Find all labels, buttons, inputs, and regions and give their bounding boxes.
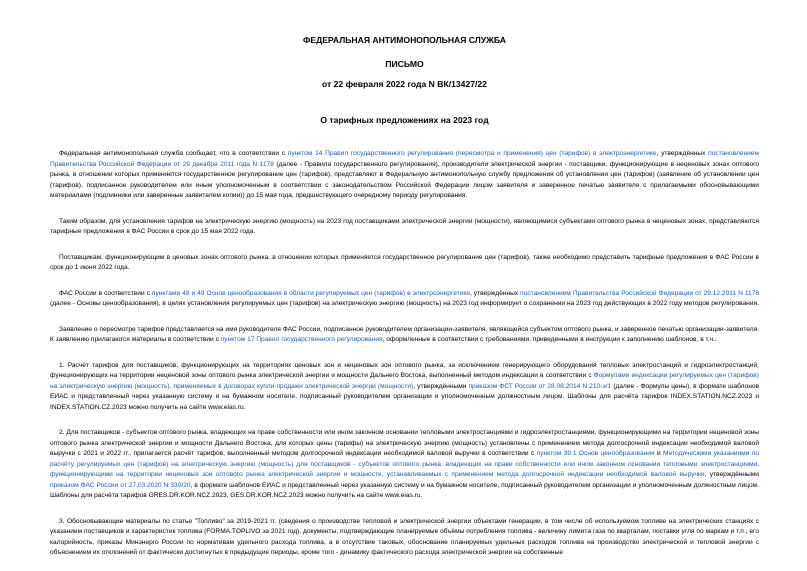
paragraph-text: (далее - Формулы цены), в формате шаблонов ЕИАС и представленный через указанную систему и на бумажном носителе, подписанный руководителем организации и уполномоченным должностным лицом. Шаблоны для расчёта тарифов INDEX.STATION.NCZ.2023 и INDEX.STATION.CZ.2023 можно получить на сайте www.eias.ru. [50, 382, 759, 411]
link-pravila-p17[interactable]: пунктом 17 Правил государственного регулирования [220, 336, 383, 343]
link-osnovy-p48-49[interactable]: пунктами 48 и 49 Основ ценообразования в области регулируемых цен (тарифов) в электроэнергетике [151, 289, 470, 297]
document-type: ПИСЬМО [385, 59, 424, 69]
paragraph-5 [50, 325, 759, 346]
paragraph-3 [50, 253, 759, 274]
link-prikaz-fas-330[interactable]: приказом ФАС России от 27.03.2020 N 330/20 [50, 481, 191, 489]
paragraph-7 [50, 428, 759, 502]
document-date-number: от 22 февраля 2022 года N ВК/13427/22 [322, 79, 487, 89]
paragraph-text: , утверждённых [656, 150, 709, 157]
paragraph-text: , утверждёнными [413, 382, 469, 390]
paragraph-text: 2. Для поставщиков - субъектов оптового рынка, владеющих на праве собственности или ином законном основании тепловыми электростанциями и гидроэлектростанциями, функционирующими на территории неценовой зоны оптового рынка электрической энергии и мощности Дальнего Востока, для которых цены (тарифы) на электрическую энергию (мощность) установлены с применением метода долгосрочной индексации необходимой валовой выручки с 2021 и 2022 гг., прилагается расчёт тарифов, выполненный методом долгосрочной индексации необходимой валовой выручки в соответствии с [50, 429, 759, 457]
paragraph-text: и [654, 450, 664, 457]
link-postanovlenie-1178-short[interactable]: постановлением Правительства Российской Федерации от 29.12.2011 N 1178 [520, 289, 759, 297]
link-pravila-p14[interactable]: пунктом 14 Правил государственного регулирования (пересмотра и применения) цен (тарифов) в электроэнергетике [287, 150, 657, 157]
paragraph-text: Федеральная антимонопольная служба сообщает, что в соответствии с [59, 150, 288, 157]
paragraph-text: , утверждёнными [704, 471, 759, 478]
paragraph-text: ФАС России в соответствии с [59, 289, 152, 297]
paragraph-text: 3. Обосновывающие материалы по статье "Топливо" за 2019-2021 гг. (сведения о производстве тепловой и электрической энергии объектами генерации, в том числе об используемом топливе на электрических станциях с указанием поставщиков и характеристик топлива (FORMA.TOPLIVO за 2021 год), документы, подтверждающие планируемые объёмы потребления топлива - величину лимита газа по кварталам, поставки угля по маркам и т.п., его калорийность, приказы Минэнерго России по нормативам удельного расхода топлива, а в отсутствие таковых, обоснование планируемых удельных расходов топлива на производство электрической и тепловой энергии с объяснением их отклонений от фактически достигнутых в предыдущие периоды, кроме того - динамику фактического расхода электрической энергии на собственные [50, 517, 759, 556]
paragraph-text: (далее - Основы ценообразования), в целях установления регулируемых цен (тарифов) на электрическую энергию (мощность) на 2023 год информирует о сохранении на 2023 год действующих в 2022 году методов регулирования. [50, 300, 759, 307]
paragraph-text: , оформленные в соответствии с требованиями, приведенными в инструкции к заполнению шаблонов, в т.ч.: [382, 336, 717, 343]
paragraph-text: Таким образом, для установления тарифов на электрическую энергию (мощность) на 2023 год поставщиками электрической энергии (мощности), являющимися субъектами оптового рынка в неценовых зонах, представляются тарифные предложения в ФАС России в срок до 15 мая 2022 года. [50, 217, 759, 235]
paragraph-text: Заявление о пересмотре тарифов представляется на имя руководителя ФАС России, подписанное руководителем организации-заявителя, являющейся субъектом оптового рынка, и заверенное печатью организации-заявителя. К заявлению прилагаются материалы в соответствии с [50, 325, 759, 343]
link-osnovy-p39-1[interactable]: пунктом 39.1 Основ ценообразования [536, 450, 655, 457]
paragraph-6 [50, 361, 759, 414]
paragraph-text: 1. Расчёт тарифов для поставщиков, функционирующих на территориях ценовых зон и неценовых зон оптового рынка, за исключением генерирующего оборудования тепловых электростанций и гидроэлектростанций, функционирующих на территории неценовой зоны оптового рынка электрической энергии и мощности Дальнего Востока, выполненный методом индексации в соответствии с [50, 361, 759, 379]
agency-title: ФЕДЕРАЛЬНАЯ АНТИМОНОПОЛЬНАЯ СЛУЖБА [303, 35, 506, 45]
paragraph-1 [50, 149, 759, 202]
link-prikaz-fst-210[interactable]: приказом ФСТ России от 28.08.2014 N 210-э/1 [468, 382, 612, 390]
paragraph-text: Поставщикам, функционирующим в ценовых зонах оптового рынка, в отношении которых применяется государственное регулирование цен (тарифов), также необходимо представить тарифные предложения в ФАС России в срок до 1 июня 2022 года. [50, 253, 759, 271]
link-metodicheskie-ukazaniya[interactable]: Методическими указаниями по расчёту регулируемых цен (тарифов) на электрическую энергию (мощность) для поставщиков - субъектов оптового рынка, владеющих на праве собственности или ином законном основании тепловыми электростанциями, функционирующими на территории неценовых зон оптового рынка электрической энергии и мощности, устанавливаемых с применением метода долгосрочной индексации необходимой валовой выручки [50, 450, 759, 478]
paragraph-4 [50, 289, 759, 310]
link-formuly-indeksacii[interactable]: Формулами индексации регулируемых цен (тарифов) на электрическую энергию (мощность), применяемых в договорах купли-продажи электрической энергии (мощности) [50, 372, 759, 390]
document-subject: О тарифных предложениях на 2023 год [320, 115, 489, 125]
paragraph-text: , утверждённых [470, 289, 521, 297]
paragraph-text: (далее - Правила государственного регулирования), производители электрической энергии - поставщики, функционирующие в неценовых зонах оптового рынка, в отношении которых применяется государственное регулирование цен (тарифов), представляют в Федеральную антимонопольную службу предложения об установлении цен (тарифов) (заявление об установлении цен (тарифов), подписанное руководителем или иным уполномоченным в соответствии с законодательством Российской Федерации лицом заявителя и заверенное печатью заявителя с прилагаемыми обосновывающими материалами (подлинники или заверенные заявителем копии)) до 15 мая года, предшествующего очередному периоду регулирования. [50, 160, 759, 199]
paragraph-text: , в формате шаблонов ЕИАС и представленный через указанную систему и на бумажном носителе, подписанный руководителем организации и уполномоченным должностным лицом. Шаблоны для расчёта тарифов GRES.DR.KOR.NCZ.2023, GES.DR.KOR.NCZ.2023 можно получить на сайте www.eias.ru. [50, 481, 759, 499]
paragraph-8 [50, 517, 759, 559]
link-postanovlenie-1178[interactable]: постановлением Правительства Российской Федерации от 29 декабря 2011 года N 1178 [50, 150, 759, 168]
paragraph-2 [50, 217, 759, 238]
